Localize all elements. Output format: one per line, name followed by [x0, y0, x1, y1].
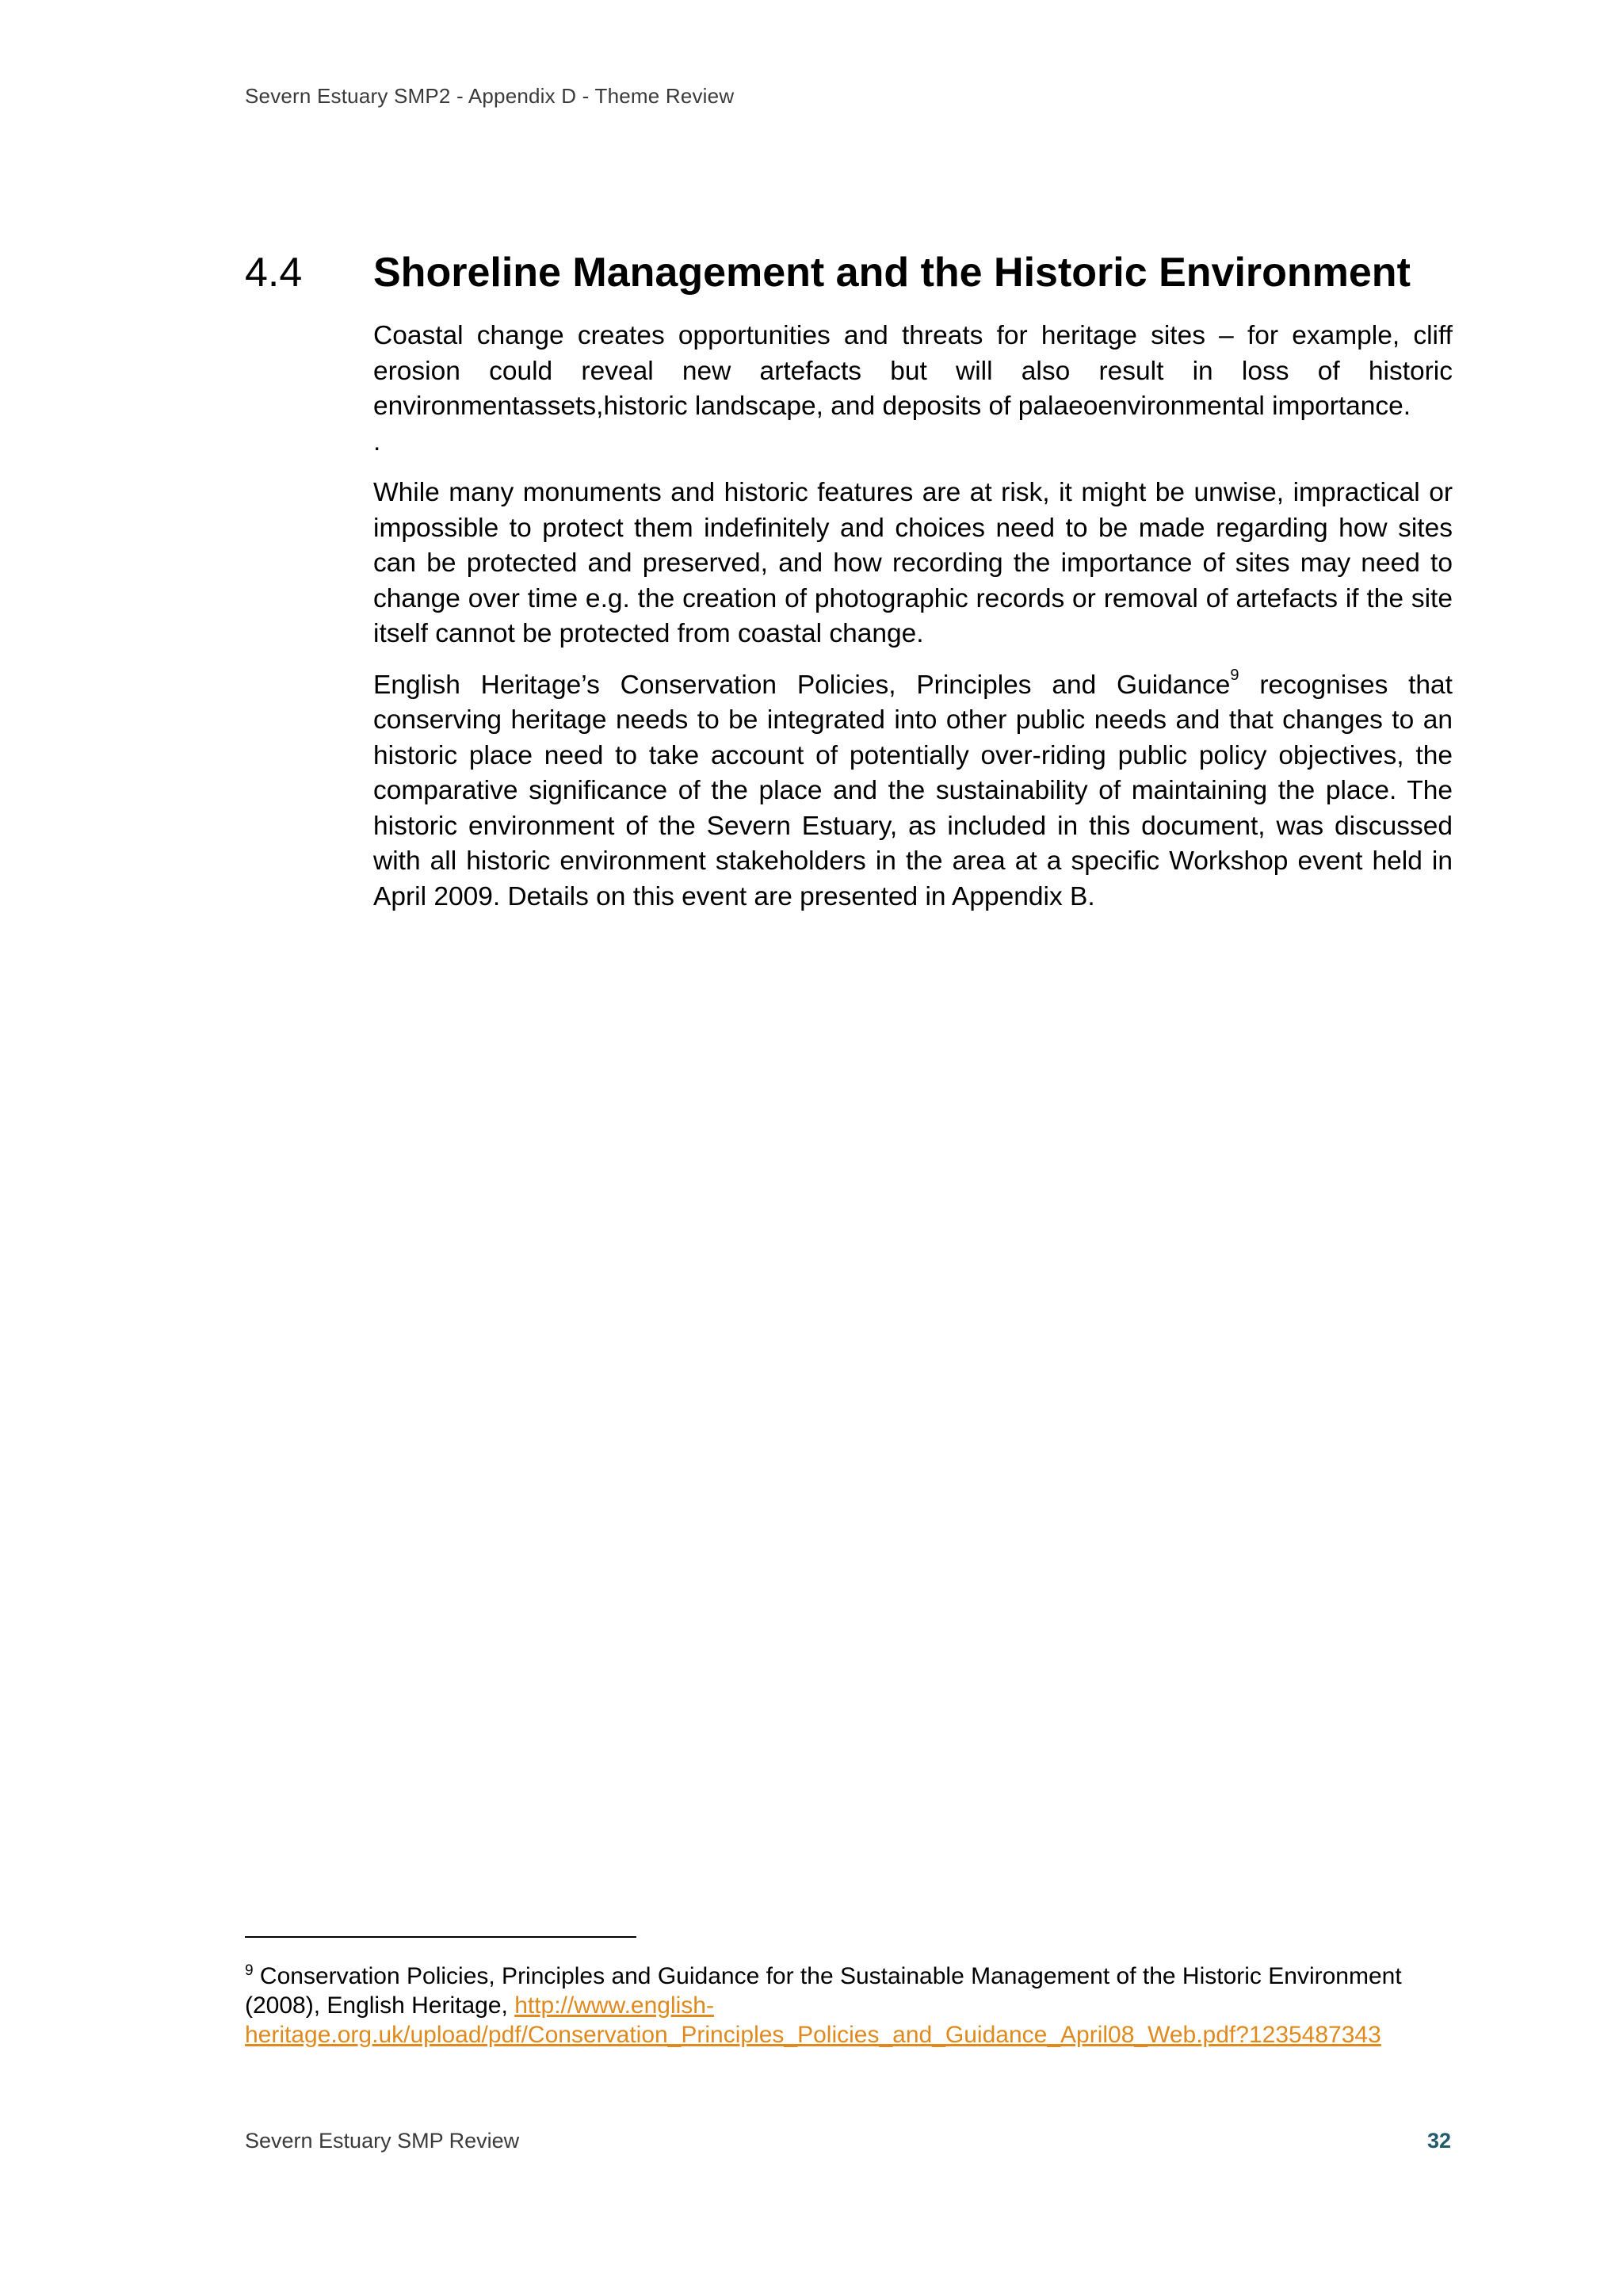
paragraph-1: Coastal change creates opportunities and threats for heritage sites – for example, cliff erosion could reveal new artefacts but will also result in loss of historic environmentassets,historic landscape, and deposits of palaeoenvironmental importance. [373, 321, 1453, 421]
footnote-marker: 9 [245, 1962, 254, 1979]
paragraph-3 [373, 668, 1453, 915]
page-number: 32 [1426, 2129, 1451, 2153]
section-body [373, 319, 1453, 930]
section-title: Shoreline Management and the Historic Environment [373, 250, 1411, 296]
paragraph-1-trailing: . [373, 426, 381, 457]
paragraph-3-rest: recognises that conserving heritage needs to be integrated into other public needs and that changes to an historic place need to take account of potentially over-riding public policy objectives, the comparative significance of the place and the sustainability of maintaining the place. The historic environment of the Severn Estuary, as included in this document, was discussed with all historic environment stakeholders in the area at a specific Workshop event held in April 2009. Details on this event are presented in Appendix B. [373, 670, 1453, 911]
footer-title: Severn Estuary SMP Review [245, 2129, 520, 2153]
footnote-link[interactable]: http://www.english-heritage.org.uk/upload/pdf/Conservation_Principles_Policies_and_Guidance_April08_Web.pdf?1235487343 [245, 1992, 1381, 2048]
footnote-reference[interactable]: 9 [1230, 667, 1239, 685]
paragraph-2: While many monuments and historic features are at risk, it might be unwise, impractical or impossible to protect them indefinitely and choices need to be made regarding how sites can be protected and preserved, and how recording the importance of sites may need to change over time e.g. the creation of photographic records or removal of artefacts if the site itself cannot be protected from coastal change. [373, 478, 1453, 648]
paragraph-3-lead: English Heritage’s Conservation Policies, Principles and Guidance [373, 670, 1231, 700]
footnote-divider [245, 1936, 636, 1938]
running-header: Severn Estuary SMP2 - Appendix D - Theme Review [245, 84, 735, 108]
section-number: 4.4 [245, 250, 303, 296]
footnote [245, 1962, 1457, 2050]
footnote-text: Conservation Policies, Principles and Guidance for the Sustainable Management of the Historic Environment (2008), English Heritage, [245, 1963, 1402, 2019]
